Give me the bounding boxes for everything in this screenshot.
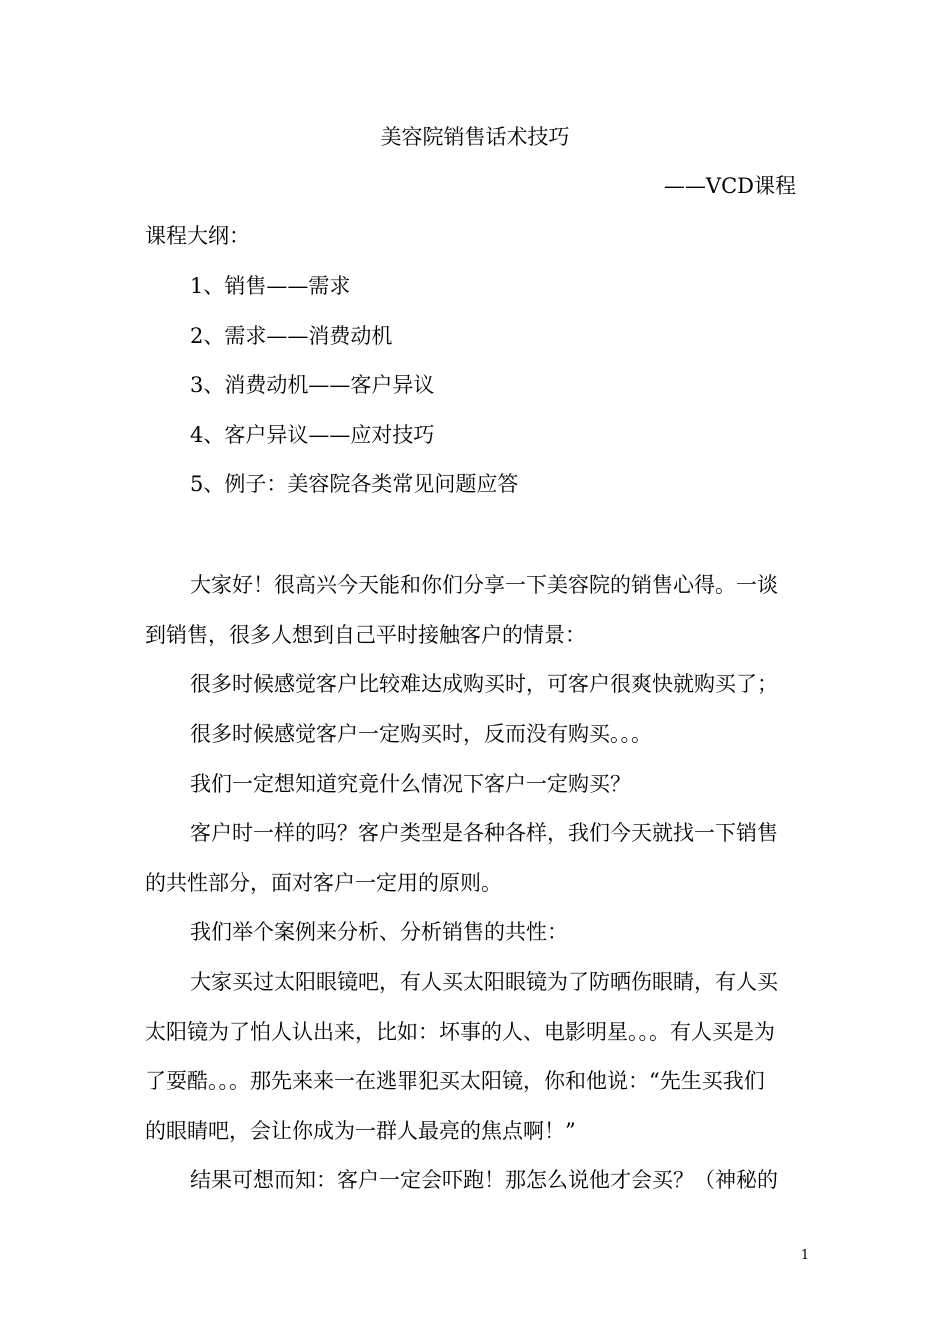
body-line: 我们一定想知道究竟什么情况下客户一定购买？ xyxy=(190,772,631,796)
body-line: 了耍酷。。。那先来来一在逃罪犯买太阳镜，你和他说：“先生买我们 xyxy=(145,1069,765,1093)
body-line: 的共性部分，面对客户一定用的原则。 xyxy=(145,871,502,895)
document-subtitle: ——VCD课程 xyxy=(663,174,796,198)
body-line: 客户时一样的吗？客户类型是各种各样，我们今天就找一下销售 xyxy=(190,821,778,845)
outline-heading: 课程大纲： xyxy=(145,224,250,248)
body-line: 结果可想而知：客户一定会吓跑！那怎么说他才会买？（神秘的 xyxy=(190,1168,778,1192)
outline-item: 2、需求——消费动机 xyxy=(190,324,393,348)
outline-item: 3、消费动机——客户异议 xyxy=(190,373,435,397)
page-number: 1 xyxy=(800,1248,810,1263)
body-line: 我们举个案例来分析、分析销售的共性： xyxy=(190,920,568,944)
document-title: 美容院销售话术技巧 xyxy=(380,125,570,149)
body-line: 大家好！很高兴今天能和你们分享一下美容院的销售心得。一谈 xyxy=(190,573,778,597)
body-line: 到销售，很多人想到自己平时接触客户的情景： xyxy=(145,623,586,647)
outline-item: 1、销售——需求 xyxy=(190,274,351,298)
body-line: 大家买过太阳眼镜吧，有人买太阳眼镜为了防晒伤眼睛，有人买 xyxy=(190,970,778,994)
body-line: 太阳镜为了怕人认出来，比如：坏事的人、电影明星。。。有人买是为 xyxy=(145,1020,775,1044)
outline-item: 5、例子：美容院各类常见问题应答 xyxy=(190,472,519,496)
body-line: 很多时候感觉客户比较难达成购买时，可客户很爽快就购买了； xyxy=(190,672,778,696)
body-line: 的眼睛吧，会让你成为一群人最亮的焦点啊！” xyxy=(145,1119,576,1143)
outline-item: 4、客户异议——应对技巧 xyxy=(190,423,435,447)
body-line: 很多时候感觉客户一定购买时，反而没有购买。。。 xyxy=(190,722,652,746)
